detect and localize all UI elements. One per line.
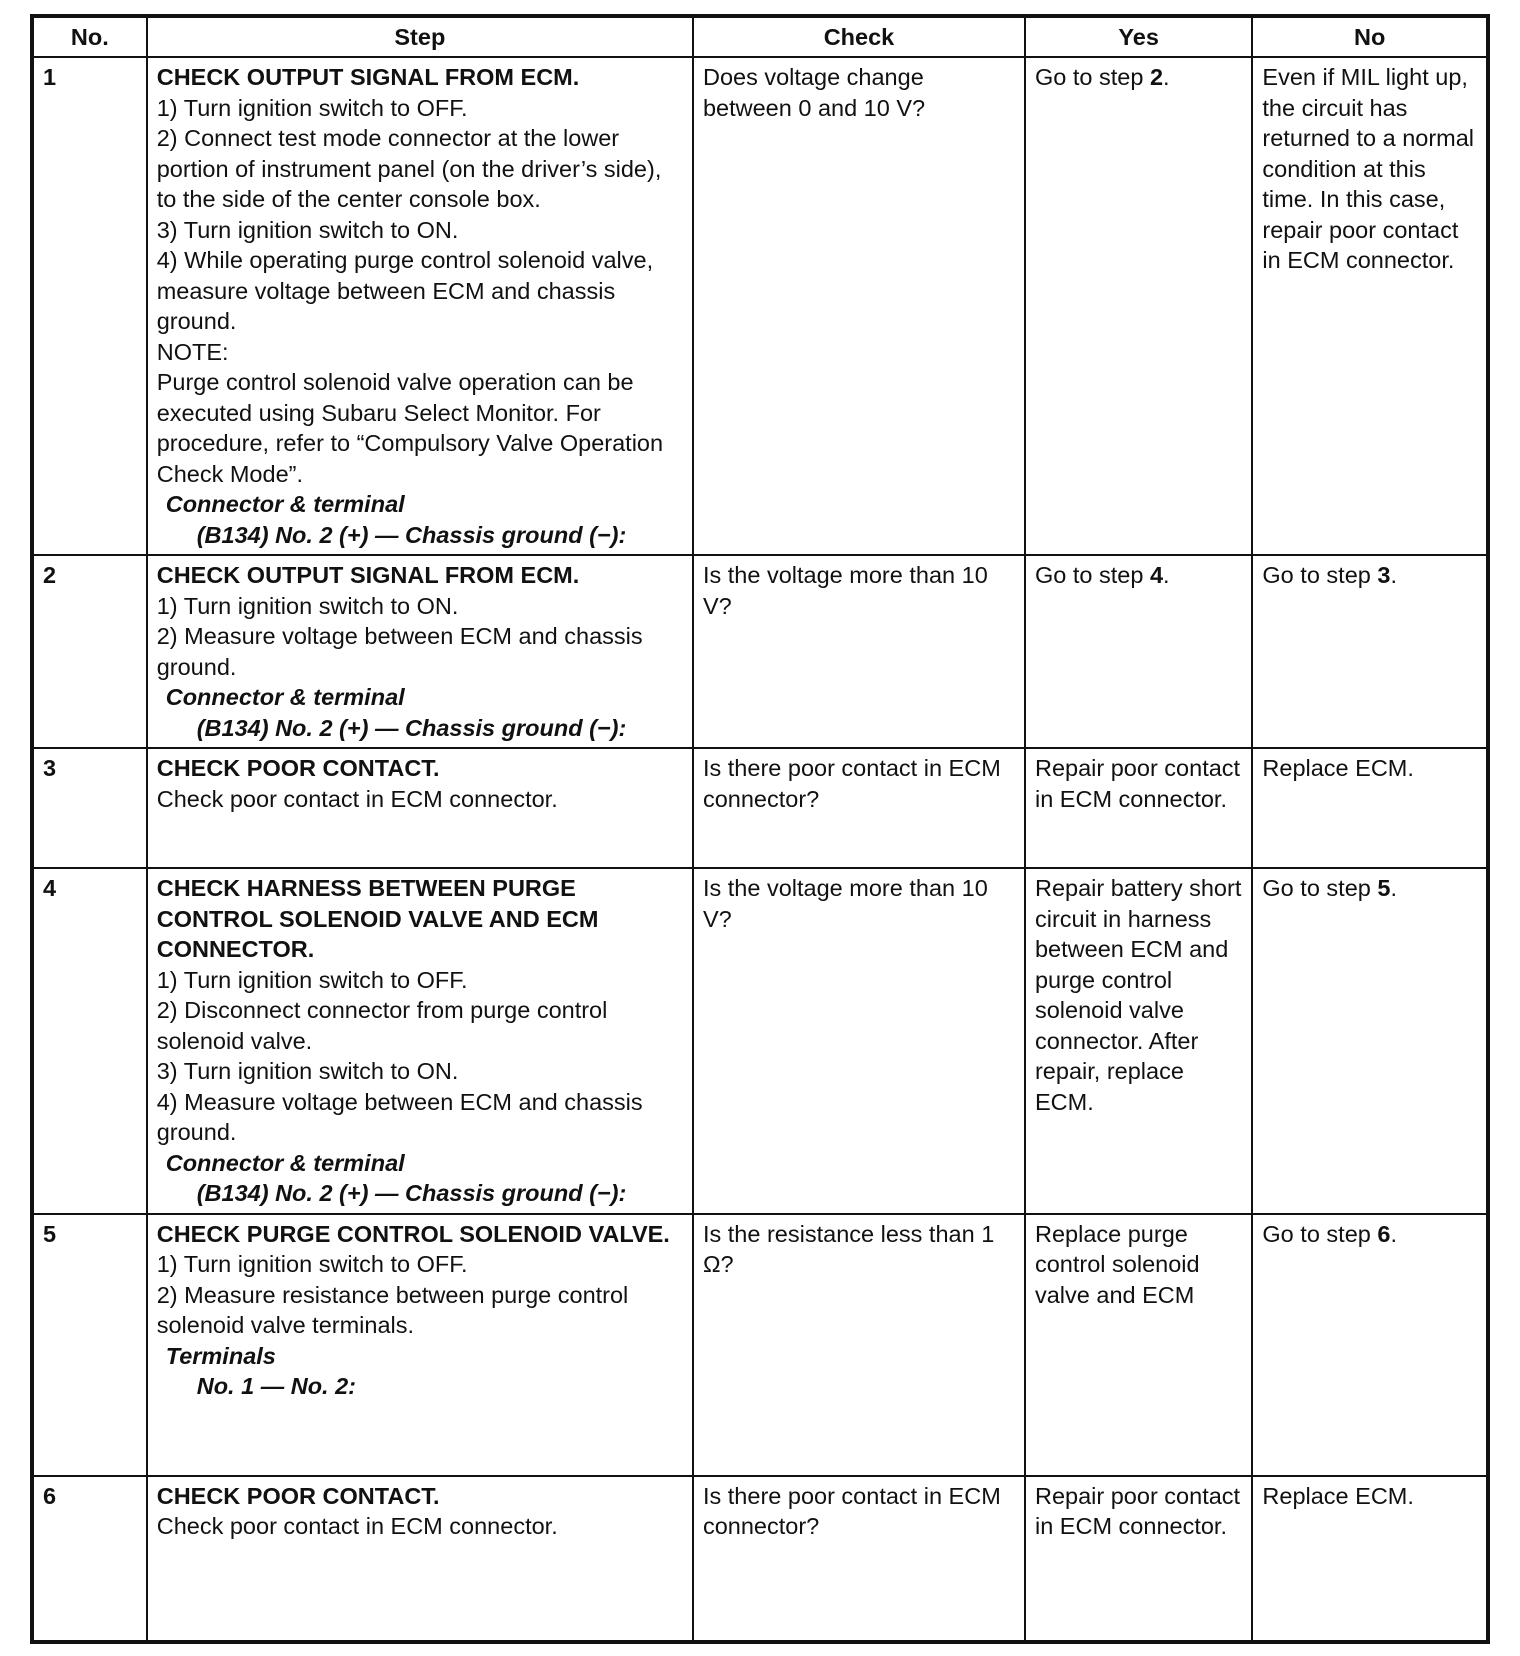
- no-text: Replace ECM.: [1262, 755, 1414, 781]
- step-cell: [147, 1214, 693, 1476]
- step-line: 2) Disconnect connector from purge control solenoid valve.: [156, 997, 608, 1054]
- header-step: Step: [147, 16, 693, 57]
- header-check: Check: [693, 16, 1025, 57]
- yes-end: .: [1163, 562, 1170, 588]
- yes-cell: [1025, 1214, 1252, 1476]
- step-note-label: NOTE:: [156, 338, 229, 365]
- check-cell: Is the resistance less than 1 Ω?: [693, 1214, 1025, 1476]
- yes-text: Replace purge control solenoid valve and ECM: [1034, 1220, 1200, 1308]
- check-cell: Is the voltage more than 10 V?: [693, 868, 1025, 1214]
- no-cell: [1252, 57, 1488, 555]
- step-title: CHECK PURGE CONTROL SOLENOID VALVE.: [156, 1220, 670, 1247]
- no-cell: [1252, 1476, 1488, 1643]
- no-cell: [1252, 868, 1488, 1214]
- step-line: 1) Turn ignition switch to OFF.: [156, 94, 468, 121]
- step-cell: [147, 748, 693, 868]
- terminals-label: Terminals: [165, 1342, 276, 1369]
- no-text: Go to step: [1262, 562, 1378, 588]
- step-line: Check poor contact in ECM connector.: [156, 785, 558, 812]
- no-step-ref: 6: [1377, 1220, 1391, 1247]
- yes-text: Go to step: [1034, 562, 1150, 588]
- yes-step-ref: 4: [1149, 562, 1164, 588]
- terminals-value: No. 1 — No. 2:: [196, 1373, 357, 1399]
- step-title: CHECK HARNESS BETWEEN PURGE CONTROL SOLENOID VALVE AND ECM CONNECTOR.: [156, 875, 599, 962]
- connector-terminal: (B134) No. 2 (+) — Chassis ground (−):: [196, 1180, 627, 1206]
- no-step-ref: 3: [1377, 562, 1391, 588]
- yes-text: Repair poor contact in ECM connector.: [1034, 755, 1241, 812]
- yes-cell: [1025, 555, 1252, 748]
- step-line: 1) Turn ignition switch to OFF.: [156, 1251, 468, 1277]
- step-line: 4) While operating purge control solenoid valve, measure voltage between ECM and chassis ground.: [156, 247, 654, 334]
- step-line: 3) Turn ignition switch to ON.: [156, 1058, 459, 1084]
- yes-step-ref: 2: [1149, 64, 1164, 90]
- no-text: Go to step: [1262, 875, 1378, 901]
- no-cell: [1252, 555, 1488, 748]
- step-number: 2: [32, 555, 147, 748]
- step-number: 5: [32, 1214, 147, 1476]
- step-number: 1: [32, 57, 147, 555]
- step-line: 2) Measure voltage between ECM and chassis ground.: [156, 623, 643, 680]
- table-row: [32, 1476, 1488, 1643]
- yes-text: Repair poor contact in ECM connector.: [1034, 1482, 1241, 1539]
- table-row: [32, 1214, 1488, 1476]
- step-cell: [147, 57, 693, 555]
- yes-cell: [1025, 1476, 1252, 1643]
- yes-text: Repair battery short circuit in harness between ECM and purge control solenoid valve connector. After repair, replace ECM.: [1034, 875, 1242, 1115]
- step-cell: [147, 555, 693, 748]
- diagnostic-procedure-table: [30, 14, 1490, 1644]
- step-line: 1) Turn ignition switch to OFF.: [156, 966, 468, 993]
- header-row: [32, 16, 1488, 57]
- yes-cell: [1025, 748, 1252, 868]
- check-cell: Is there poor contact in ECM connector?: [693, 748, 1025, 868]
- no-step-ref: 5: [1377, 875, 1391, 901]
- connector-label: Connector & terminal: [165, 684, 405, 710]
- yes-cell: [1025, 57, 1252, 555]
- step-line: 1) Turn ignition switch to ON.: [156, 592, 459, 619]
- table-row: [32, 748, 1488, 868]
- no-text: Go to step: [1262, 1220, 1378, 1247]
- no-end: .: [1390, 875, 1397, 901]
- step-line: 3) Turn ignition switch to ON.: [156, 216, 459, 243]
- check-cell: Does voltage change between 0 and 10 V?: [693, 57, 1025, 555]
- step-title: CHECK POOR CONTACT.: [156, 755, 440, 781]
- check-cell: Is the voltage more than 10 V?: [693, 555, 1025, 748]
- connector-label: Connector & terminal: [165, 1149, 405, 1176]
- step-number: 3: [32, 748, 147, 868]
- step-note-text: Purge control solenoid valve operation can be executed using Subaru Select Monitor. For procedure, refer to “Compulsory Valve Operation Check Mode”.: [156, 369, 664, 487]
- step-title: CHECK POOR CONTACT.: [156, 1482, 440, 1509]
- no-cell: [1252, 748, 1488, 868]
- table-row: [32, 868, 1488, 1214]
- header-no-answer: No: [1252, 16, 1488, 57]
- no-cell: [1252, 1214, 1488, 1476]
- yes-end: .: [1163, 64, 1170, 90]
- step-line: 2) Measure resistance between purge control solenoid valve terminals.: [156, 1281, 629, 1338]
- step-line: Check poor contact in ECM connector.: [156, 1513, 558, 1539]
- yes-text: Go to step: [1034, 64, 1150, 90]
- connector-terminal: (B134) No. 2 (+) — Chassis ground (−):: [196, 714, 627, 741]
- step-cell: [147, 1476, 693, 1643]
- connector-terminal: (B134) No. 2 (+) — Chassis ground (−):: [196, 521, 627, 548]
- step-number: 6: [32, 1476, 147, 1643]
- yes-cell: [1025, 868, 1252, 1214]
- no-end: .: [1390, 1220, 1397, 1247]
- step-cell: [147, 868, 693, 1214]
- step-title: CHECK OUTPUT SIGNAL FROM ECM.: [156, 562, 580, 588]
- no-end: .: [1390, 562, 1397, 588]
- step-number: 4: [32, 868, 147, 1214]
- header-no: No.: [32, 16, 147, 57]
- table-row: [32, 555, 1488, 748]
- step-title: CHECK OUTPUT SIGNAL FROM ECM.: [156, 64, 580, 90]
- no-text: Replace ECM.: [1262, 1482, 1414, 1509]
- connector-label: Connector & terminal: [165, 491, 405, 517]
- step-line: 4) Measure voltage between ECM and chassis ground.: [156, 1088, 643, 1145]
- table-row: [32, 57, 1488, 555]
- no-text: Even if MIL light up, the circuit has returned to a normal condition at this time. In this case, repair poor contact in ECM connector.: [1262, 64, 1475, 273]
- step-line: 2) Connect test mode connector at the lower portion of instrument panel (on the driver’s side), to the side of the center console box.: [156, 125, 662, 212]
- check-cell: Is there poor contact in ECM connector?: [693, 1476, 1025, 1643]
- header-yes: Yes: [1025, 16, 1252, 57]
